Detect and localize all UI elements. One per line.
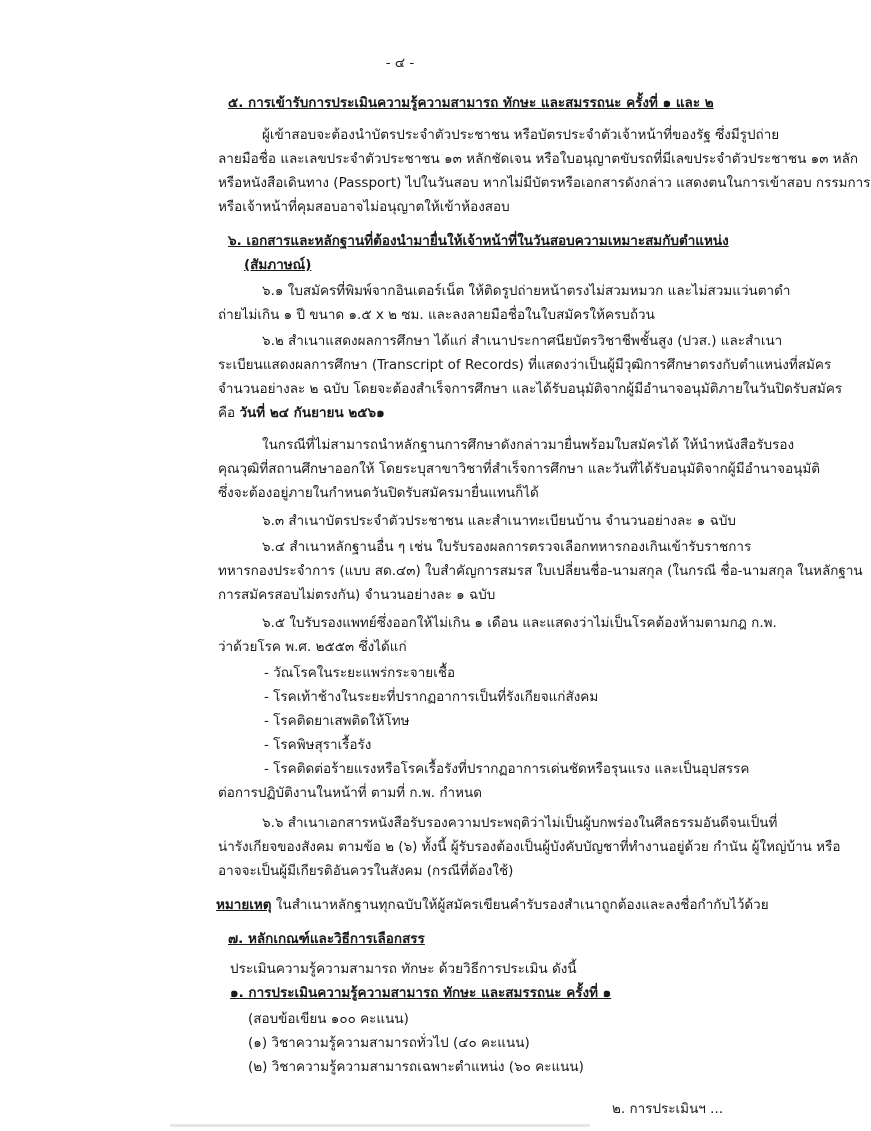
item-6-2-line: ระเบียนแสดงผลการศึกษา (Transcript of Records) ที่แสดงว่าเป็นผู้มีวุฒิการศึกษาตรงกับตำแหน่งที่สมัคร	[218, 357, 832, 373]
remark-text: ในสำเนาหลักฐานทุกฉบับให้ผู้สมัครเขียนคำรับรองสำเนาถูกต้องและลงชื่อกำกับไว้ด้วย	[275, 897, 769, 913]
section-6-heading-continued: (สัมภาษณ์)	[244, 257, 312, 273]
section-5-line: ลายมือชื่อ และเลขประจำตัวประชาชน ๑๓ หลักชัดเจน หรือใบอนุญาตขับรถที่มีเลขประจำตัวประชาชน ๑๓ หลัก	[218, 151, 859, 167]
section-7-heading: ๗. หลักเกณฑ์และวิธีการเลือกสรร	[228, 931, 425, 947]
section-5-heading: ๕. การเข้ารับการประเมินความรู้ความสามารถ ทักษะ และสมรรถนะ ครั้งที่ ๑ และ ๒	[228, 95, 714, 111]
deadline-date: วันที่ ๒๔ กันยายน ๒๕๖๑	[239, 405, 385, 421]
item-6-4-line: การสมัครสอบไม่ตรงกัน) จำนวนอย่างละ ๑ ฉบับ	[218, 587, 496, 603]
item-6-4-line: ทหารกองประจำการ (แบบ สด.๔๓) ใบสำคัญการสมรส ใบเปลี่ยนชื่อ-นามสกุล (ในกรณี ชื่อ-นามสกุล ในหลักฐาน	[218, 563, 863, 579]
disease-item: - โรคพิษสุราเรื้อรัง	[264, 737, 372, 753]
item-6-3: ๖.๓ สำเนาบัตรประจำตัวประชาชน และสำเนาทะเบียนบ้าน จำนวนอย่างละ ๑ ฉบับ	[262, 513, 736, 529]
item-6-5-line: ๖.๕ ใบรับรองแพทย์ซึ่งออกให้ไม่เกิน ๑ เดือน และแสดงว่าไม่เป็นโรคต้องห้ามตามกฎ ก.พ.	[262, 615, 777, 631]
section-7-sub1-line: (๒) วิชาความรู้ความสามารถเฉพาะตำแหน่ง (๖๐ คะแนน)	[248, 1059, 584, 1075]
item-6-2-note-line: ในกรณีที่ไม่สามารถนำหลักฐานการศึกษาดังกล่าวมายื่นพร้อมใบสมัครได้ ให้นำหนังสือรับรอง	[262, 437, 795, 453]
disease-item: - โรคติดยาเสพติดให้โทษ	[264, 713, 410, 729]
section-7-intro: ประเมินความรู้ความสามารถ ทักษะ ด้วยวิธีการประเมิน ดังนี้	[230, 961, 577, 977]
item-6-2-line: ๖.๒ สำเนาแสดงผลการศึกษา ได้แก่ สำเนาประกาศนียบัตรวิชาชีพชั้นสูง (ปวส.) และสำเนา	[262, 333, 783, 349]
item-6-2-deadline-line	[218, 404, 385, 422]
section-6-heading: ๖. เอกสารและหลักฐานที่ต้องนำมายื่นให้เจ้าหน้าที่ในวันสอบความเหมาะสมกับตำแหน่ง	[228, 233, 729, 249]
continuation-marker: ๒. การประเมินฯ ...	[612, 1101, 724, 1117]
item-6-6-line: ๖.๖ สำเนาเอกสารหนังสือรับรองความประพฤติว่าไม่เป็นผู้บกพร่องในศีลธรรมอันดีจนเป็นที่	[262, 815, 778, 831]
item-6-6-line: อาจจะเป็นผู้มีเกียรติอันควรในสังคม (กรณีที่ต้องใช้)	[218, 863, 514, 879]
section-7-sub1-line: (สอบข้อเขียน ๑๐๐ คะแนน)	[248, 1011, 409, 1027]
item-6-6-line: น่ารังเกียจของสังคม ตามข้อ ๒ (๖) ทั้งนี้ ผู้รับรองต้องเป็นผู้บังคับบัญชาที่ทำงานอยู่ด้วย กำนัน ผู้ใหญ่บ้าน หรือ	[218, 839, 841, 855]
remark-label: หมายเหตุ	[216, 897, 272, 913]
section-5-line: ผู้เข้าสอบจะต้องนำบัตรประจำตัวประชาชน หรือบัตรประจำตัวเจ้าหน้าที่ของรัฐ ซึ่งมีรูปถ่าย	[262, 127, 780, 143]
item-6-5-line: ว่าด้วยโรค พ.ศ. ๒๕๕๓ ซึ่งได้แก่	[218, 639, 407, 655]
deadline-prefix: คือ	[218, 405, 236, 421]
section-7-sub1-heading: ๑. การประเมินความรู้ความสามารถ ทักษะ และสมรรถนะ ครั้งที่ ๑	[230, 985, 612, 1001]
item-6-1-line: ถ่ายไม่เกิน ๑ ปี ขนาด ๑.๕ x ๒ ซม. และลงลายมือชื่อในใบสมัครให้ครบถ้วน	[218, 307, 655, 323]
section-5-line: หรือเจ้าหน้าที่คุมสอบอาจไม่อนุญาตให้เข้าห้องสอบ	[218, 199, 510, 215]
section-7-sub1-line: (๑) วิชาความรู้ความสามารถทั่วไป (๔๐ คะแนน)	[248, 1035, 530, 1051]
disease-item: - โรคติดต่อร้ายแรงหรือโรคเรื้อรังที่ปรากฏอาการเด่นชัดหรือรุนแรง และเป็นอุปสรรค	[264, 761, 750, 777]
remark	[216, 896, 769, 914]
item-6-4-line: ๖.๔ สำเนาหลักฐานอื่น ๆ เช่น ใบรับรองผลการตรวจเลือกทหารกองเกินเข้ารับราชการ	[262, 539, 752, 555]
page-number: - ๔ -	[385, 55, 415, 71]
item-6-1-line: ๖.๑ ใบสมัครที่พิมพ์จากอินเตอร์เน็ต ให้ติดรูปถ่ายหน้าตรงไม่สวมหมวก และไม่สวมแว่นตาดำ	[262, 283, 791, 299]
disease-item: - วัณโรคในระยะแพร่กระจายเชื้อ	[264, 665, 456, 681]
disease-item-continued: ต่อการปฏิบัติงานในหน้าที่ ตามที่ ก.พ. กำหนด	[218, 785, 483, 801]
item-6-2-note-line: คุณวุฒิที่สถานศึกษาออกให้ โดยระบุสาขาวิชาที่สำเร็จการศึกษา และวันที่ได้รับอนุมัติจากผู้มีอำนาจอนุมัติ	[218, 461, 821, 477]
disease-item: - โรคเท้าช้างในระยะที่ปรากฏอาการเป็นที่รังเกียจแก่สังคม	[264, 689, 599, 705]
item-6-2-note-line: ซึ่งจะต้องอยู่ภายในกำหนดวันปิดรับสมัครมายื่นแทนก็ได้	[218, 485, 539, 501]
section-5-line: หรือหนังสือเดินทาง (Passport) ไปในวันสอบ หากไม่มีบัตรหรือเอกสารดังกล่าว แสดงตนในการเข้าสอบ กรรมการ	[218, 175, 871, 191]
item-6-2-line: จำนวนอย่างละ ๒ ฉบับ โดยจะต้องสำเร็จการศึกษา และได้รับอนุมัติจากผู้มีอำนาจอนุมัติภายในวันปิดรับสมัคร	[218, 381, 843, 397]
faint-footer-mark	[170, 1124, 590, 1127]
